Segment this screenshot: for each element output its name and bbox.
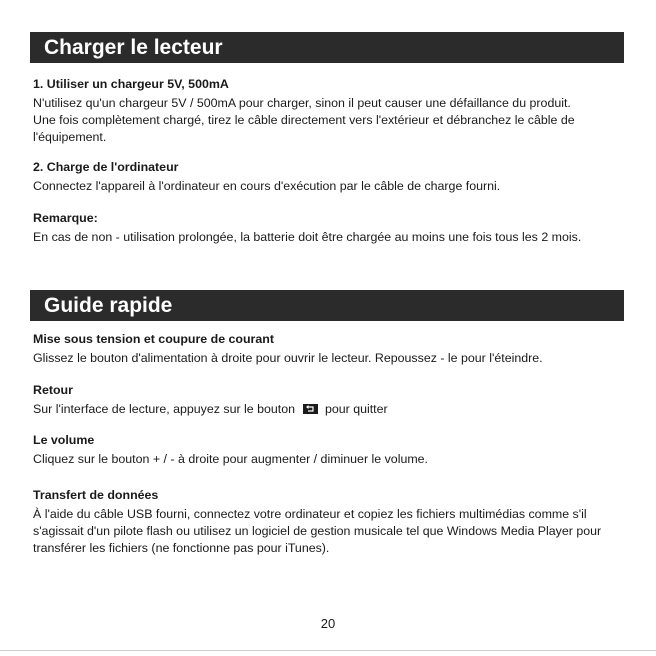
back-text-before: Sur l'interface de lecture, appuyez sur le bouton — [33, 402, 296, 416]
text-line: Une fois complètement chargé, tirez le câble directement vers l'extérieur et débranchez le câble de — [33, 113, 575, 127]
volume-heading: Le volume — [33, 433, 95, 447]
text-line: Cliquez sur le bouton + / - à droite pour augmenter / diminuer le volume. — [33, 452, 428, 466]
computer-charge-text — [33, 178, 633, 195]
text-line: Glissez le bouton d'alimentation à droite pour ouvrir le lecteur. Repoussez - le pour l'éteindre. — [33, 351, 543, 365]
text-line: s'agissait d'un pilote flash ou utilisez un logiciel de gestion musicale tel que Windows Media Player pour — [33, 524, 602, 538]
back-section — [33, 382, 633, 418]
bottom-divider — [0, 650, 656, 651]
text-line: En cas de non - utilisation prolongée, la batterie doit être chargée au moins une fois tous les 2 mois. — [33, 230, 582, 244]
section-title-charger: Charger le lecteur — [30, 32, 624, 63]
power-text — [33, 350, 633, 367]
back-heading: Retour — [33, 383, 73, 397]
remark-section — [33, 210, 633, 246]
section-title-guide-rapide: Guide rapide — [30, 290, 624, 321]
computer-charge-heading: 2. Charge de l'ordinateur — [33, 160, 179, 174]
text-line: À l'aide du câble USB fourni, connectez votre ordinateur et copiez les fichiers multimédias comme s'il — [33, 507, 587, 521]
charger-adapter-section — [33, 76, 633, 146]
remark-heading: Remarque: — [33, 211, 98, 225]
data-transfer-section — [33, 487, 633, 557]
computer-charge-section — [33, 159, 633, 195]
volume-text — [33, 451, 633, 468]
back-arrow-icon — [303, 404, 318, 414]
remark-text — [33, 229, 633, 246]
text-line: N'utilisez qu'un chargeur 5V / 500mA pour charger, sinon il peut causer une défaillance du produit. — [33, 96, 571, 110]
volume-section — [33, 432, 633, 468]
back-text-after: pour quitter — [324, 402, 388, 416]
back-text — [33, 401, 633, 418]
power-heading: Mise sous tension et coupure de courant — [33, 332, 274, 346]
data-transfer-text — [33, 506, 633, 557]
text-line: Connectez l'appareil à l'ordinateur en cours d'exécution par le câble de charge fourni. — [33, 179, 501, 193]
charger-adapter-heading: 1. Utiliser un chargeur 5V, 500mA — [33, 77, 229, 91]
text-line: l'équipement. — [33, 130, 107, 144]
page-number: 20 — [320, 616, 336, 631]
charger-adapter-text — [33, 95, 633, 146]
power-section — [33, 331, 633, 367]
text-line: transférer les fichiers (ne fonctionne pas pour iTunes). — [33, 541, 330, 555]
data-transfer-heading: Transfert de données — [33, 488, 159, 502]
